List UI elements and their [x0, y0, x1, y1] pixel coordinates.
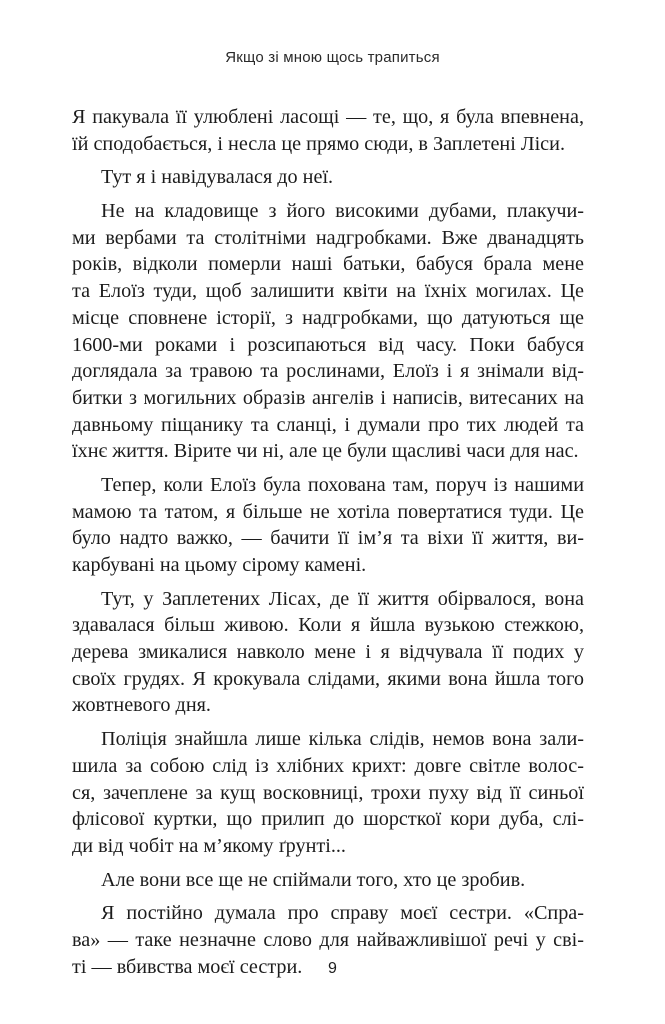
page-body	[72, 104, 584, 980]
text-line: Я постійно думала про справу моєї сестри. «Спра-	[101, 902, 584, 925]
text-line: здавалася більш живою. Коли я йшла вузькою стежкою,	[72, 614, 584, 637]
text-line: їй сподобається, і несла це прямо сюди, в Заплетені Ліси.	[72, 132, 565, 155]
text-line: своїх грудях. Я крокувала слідами, якими вона йшла того	[72, 667, 584, 690]
text-line: карбувані на цьому сірому камені.	[72, 554, 367, 576]
text-line: ся, зачеплене за кущ восковниці, трохи пуху від її синьої	[72, 781, 584, 804]
text-line: доглядала за травою та рослинами, Елоїз і я знімали від-	[72, 360, 584, 383]
text-line: битки з могильних образів ангелів і написів, витесаних на	[72, 386, 584, 409]
text-line: Поліція знайшла лише кілька слідів, немов вона зали-	[101, 728, 584, 751]
running-header: Якщо зі мною щось трапиться	[225, 49, 440, 66]
text-line: ди від чобіт на м’якому ґрунті...	[72, 834, 346, 857]
text-line: років, відколи померли наші батьки, бабуся брала мене	[72, 253, 584, 276]
text-line: Але вони все ще не спіймали того, хто це зробив.	[101, 868, 526, 891]
text-line: давньому піщанику та сланці, і думали про тих людей та	[72, 413, 584, 436]
text-line: флісової куртки, що прилип до шорсткої кори дуба, слі-	[72, 808, 584, 831]
text-line: місце сповнене історії, з надгробками, що датуються ще	[72, 306, 584, 329]
text-line: ва» — таке незначне слово для найважливішої речі у сві-	[72, 928, 584, 951]
page-number: 9	[328, 960, 337, 977]
text-line: ми вербами та столітніми надгробками. Вже дванадцять	[72, 226, 584, 249]
text-line: Тепер, коли Елоїз була похована там, поруч із нашими	[101, 473, 584, 496]
text-line: дерева змикалися навколо мене і я відчувала її подих у	[72, 641, 584, 664]
text-line: Тут, у Заплетених Лісах, де її життя обірвалося, вона	[101, 587, 584, 610]
text-line: Я пакувала її улюблені ласощі — те, що, я була впевнена,	[72, 106, 584, 128]
text-line: ті — вбивства моєї сестри.	[72, 955, 303, 978]
text-line: жовтневого дня.	[72, 694, 211, 717]
text-line: було надто важко, — бачити її ім’я та віхи її життя, ви-	[72, 527, 584, 550]
text-line: Тут я і навідувалася до неї.	[101, 166, 334, 189]
text-line: Не на кладовище з його високими дубами, плакучи-	[101, 200, 584, 223]
text-line: шила за собою слід із хлібних крихт: довге світле волос-	[72, 754, 584, 777]
text-line: та Елоїз туди, щоб залишити квіти на їхніх могилах. Це	[72, 280, 584, 303]
text-line: мамою та татом, я більше не хотіла повертатися туди. Це	[72, 500, 584, 523]
text-line: 1600-ми роками і розсипаються від часу. Поки бабуся	[72, 333, 584, 356]
text-line: їхнє життя. Вірите чи ні, але це були щасливі часи для нас.	[72, 440, 579, 463]
